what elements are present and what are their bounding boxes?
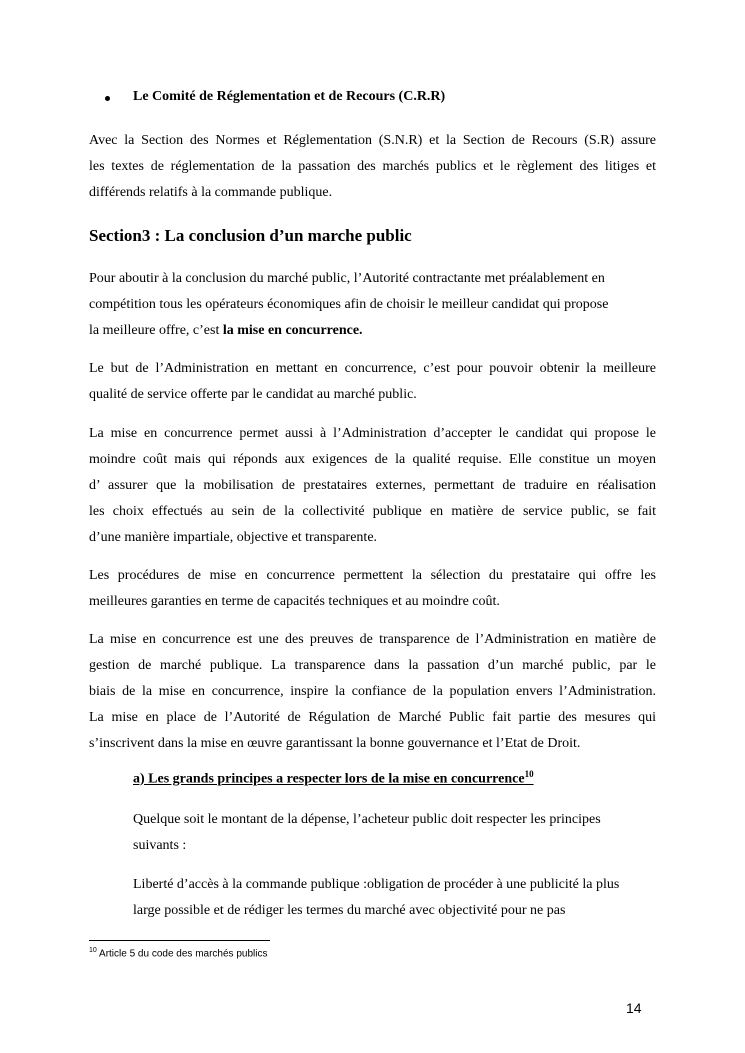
subsection-heading — [133, 769, 534, 788]
paragraph-line: Les procédures de mise en concurrence permettent la sélection du prestataire qui offre les — [89, 568, 656, 583]
paragraph-4 — [89, 421, 656, 551]
paragraph-3 — [89, 356, 656, 408]
page-number: 14 — [626, 1000, 642, 1016]
paragraph-5 — [89, 563, 656, 615]
paragraph-line: les textes de réglementation de la passation des marchés publics et le règlement des litiges et — [89, 159, 656, 174]
paragraph-line: différends relatifs à la commande publique. — [89, 185, 333, 200]
paragraph-8 — [133, 872, 655, 924]
paragraph-line: d’ assurer que la mobilisation de prestataires externes, permettant de traduire en réalisation — [89, 478, 656, 493]
paragraph-line: qualité de service offerte par le candidat au marché public. — [89, 387, 417, 402]
paragraph-line: La mise en concurrence est une des preuves de transparence de l’Administration en matière de — [89, 632, 656, 647]
paragraph-line: s’inscrivent dans la mise en œuvre garantissant la bonne gouvernance et l’Etat de Droit. — [89, 736, 581, 751]
bold-run: la mise en concurrence. — [222, 323, 363, 338]
subsection-heading-text: a) Les grands principes a respecter lors de la mise en concurrence — [133, 771, 525, 787]
bullet-text: Le Comité de Réglementation et de Recours (C.R.R) — [133, 89, 446, 104]
paragraph-line: Avec la Section des Normes et Réglementation (S.N.R) et la Section de Recours (S.R) assure — [89, 133, 656, 148]
footnote — [89, 947, 267, 959]
section-heading: Section3 : La conclusion d’un marche public — [89, 226, 412, 245]
paragraph-line: d’une manière impartiale, objective et transparente. — [89, 530, 378, 545]
paragraph-2 — [89, 266, 656, 344]
paragraph-6 — [89, 627, 656, 757]
paragraph-line: Liberté d’accès à la commande publique :obligation de procéder à une publicité la plus — [133, 877, 620, 892]
paragraph-line: moindre coût mais qui réponds aux exigences de la qualité requise. Elle constitue un moyen — [89, 452, 656, 467]
text-run: la meilleure offre, c’est — [89, 323, 223, 338]
footnote-text: Article 5 du code des marchés publics — [99, 948, 268, 960]
bullet-dot — [105, 96, 110, 101]
footnote-ref[interactable]: 10 — [524, 769, 534, 779]
paragraph-line: gestion de marché publique. La transparence dans la passation d’un marché public, par le — [89, 658, 656, 673]
paragraph-line: La mise en concurrence permet aussi à l’Administration d’accepter le candidat qui propose le — [89, 426, 656, 441]
paragraph-line: Quelque soit le montant de la dépense, l’acheteur public doit respecter les principes — [133, 812, 601, 827]
paragraph-line: Pour aboutir à la conclusion du marché public, l’Autorité contractante met préalablement en — [89, 271, 605, 286]
paragraph-7 — [133, 807, 655, 859]
footnote-divider — [89, 940, 270, 941]
paragraph-line: biais de la mise en concurrence, inspire la confiance de la population envers l’Administration. — [89, 684, 656, 699]
paragraph-line: Le but de l’Administration en mettant en concurrence, c’est pour pouvoir obtenir la meilleure — [89, 361, 656, 376]
paragraph-line: suivants : — [133, 838, 187, 853]
paragraph-line — [89, 318, 656, 344]
paragraph-1 — [89, 128, 656, 206]
paragraph-line: compétition tous les opérateurs économiques afin de choisir le meilleur candidat qui propose — [89, 297, 609, 312]
paragraph-line: La mise en place de l’Autorité de Régulation de Marché Public fait partie des mesures qui — [89, 710, 656, 725]
paragraph-line: les choix effectués au sein de la collectivité publique en matière de service public, se fait — [89, 504, 656, 519]
footnote-number: 10 — [89, 947, 97, 954]
paragraph-line: meilleures garanties en terme de capacités techniques et au moindre coût. — [89, 594, 500, 609]
paragraph-line: large possible et de rédiger les termes du marché avec objectivité pour ne pas — [133, 903, 566, 918]
